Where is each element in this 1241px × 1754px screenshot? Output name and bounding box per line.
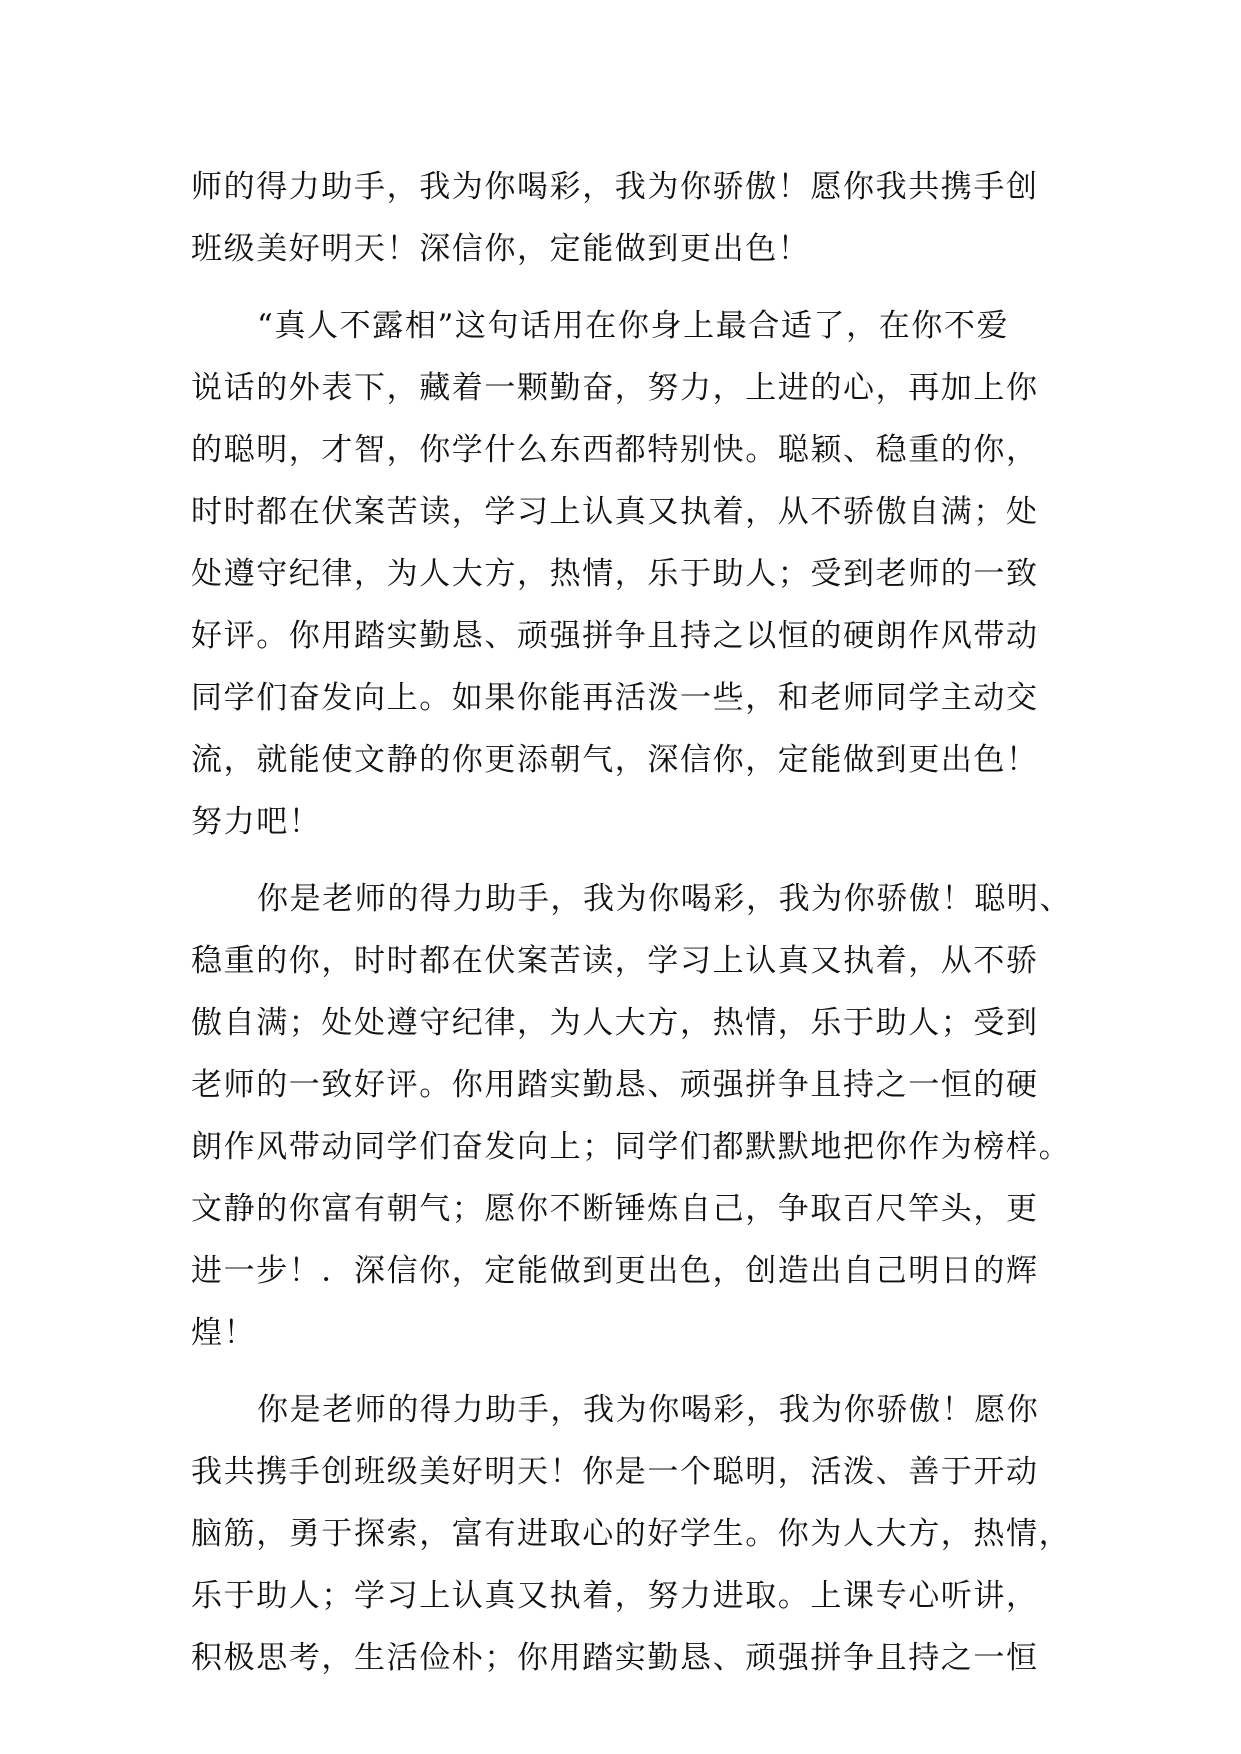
paragraph-2 xyxy=(191,295,1051,853)
document-body xyxy=(191,156,1072,1689)
text-line: 说话的外表下，藏着一颗勤奋，努力，上进的心，再加上你 xyxy=(191,370,1039,406)
paragraph-4 xyxy=(191,1379,1072,1689)
text-line: 同学们奋发向上。如果你能再活泼一些，和老师同学主动交 xyxy=(191,680,1039,716)
text-line: 我共携手创班级美好明天！你是一个聪明，活泼、善于开动 xyxy=(191,1454,1039,1490)
text-line: 你是老师的得力助手，我为你喝彩，我为你骄傲！愿你 xyxy=(257,1392,1040,1428)
text-line: 文静的你富有朝气；愿你不断锤炼自己，争取百尺竿头，更 xyxy=(191,1191,1039,1227)
text-line: 时时都在伏案苦读，学习上认真又执着，从不骄傲自满；处 xyxy=(191,494,1039,530)
paragraph-1 xyxy=(191,156,1051,280)
text-line: 你是老师的得力助手，我为你喝彩，我为你骄傲！聪明、 xyxy=(257,881,1072,917)
text-line: 的聪明，才智，你学什么东西都特别快。聪颖、稳重的你， xyxy=(191,432,1039,468)
text-line: 处遵守纪律，为人大方，热情，乐于助人；受到老师的一致 xyxy=(191,556,1039,592)
text-line: 煌！ xyxy=(191,1315,257,1351)
text-line: 傲自满；处处遵守纪律，为人大方，热情，乐于助人；受到 xyxy=(191,1005,1039,1041)
text-line: 好评。你用踏实勤恳、顽强拼争且持之以恒的硬朗作风带动 xyxy=(191,618,1039,654)
text-line: 朗作风带动同学们奋发向上；同学们都默默地把你作为榜样。 xyxy=(191,1129,1072,1165)
text-line: 积极思考，生活俭朴；你用踏实勤恳、顽强拼争且持之一恒 xyxy=(191,1640,1039,1676)
text-line: 班级美好明天！深信你，定能做到更出色！ xyxy=(191,231,811,267)
text-line: “真人不露相”这句话用在你身上最合适了，在你不爱 xyxy=(257,308,1010,344)
text-line: 进一步！．深信你，定能做到更出色，创造出自己明日的辉 xyxy=(191,1253,1039,1289)
text-line: 脑筋，勇于探索，富有进取心的好学生。你为人大方，热情， xyxy=(191,1516,1072,1552)
text-line: 稳重的你，时时都在伏案苦读，学习上认真又执着，从不骄 xyxy=(191,943,1039,979)
paragraph-3 xyxy=(191,868,1072,1364)
text-line: 师的得力助手，我为你喝彩，我为你骄傲！愿你我共携手创 xyxy=(191,169,1039,205)
paragraph-spacer xyxy=(191,1364,1051,1379)
text-line: 流，就能使文静的你更添朝气，深信你，定能做到更出色！ xyxy=(191,742,1039,778)
paragraph-spacer xyxy=(191,280,1051,295)
paragraph-spacer xyxy=(191,853,1051,868)
text-line: 老师的一致好评。你用踏实勤恳、顽强拼争且持之一恒的硬 xyxy=(191,1067,1039,1103)
text-line: 努力吧！ xyxy=(191,804,322,840)
text-line: 乐于助人；学习上认真又执着，努力进取。上课专心听讲， xyxy=(191,1578,1039,1614)
